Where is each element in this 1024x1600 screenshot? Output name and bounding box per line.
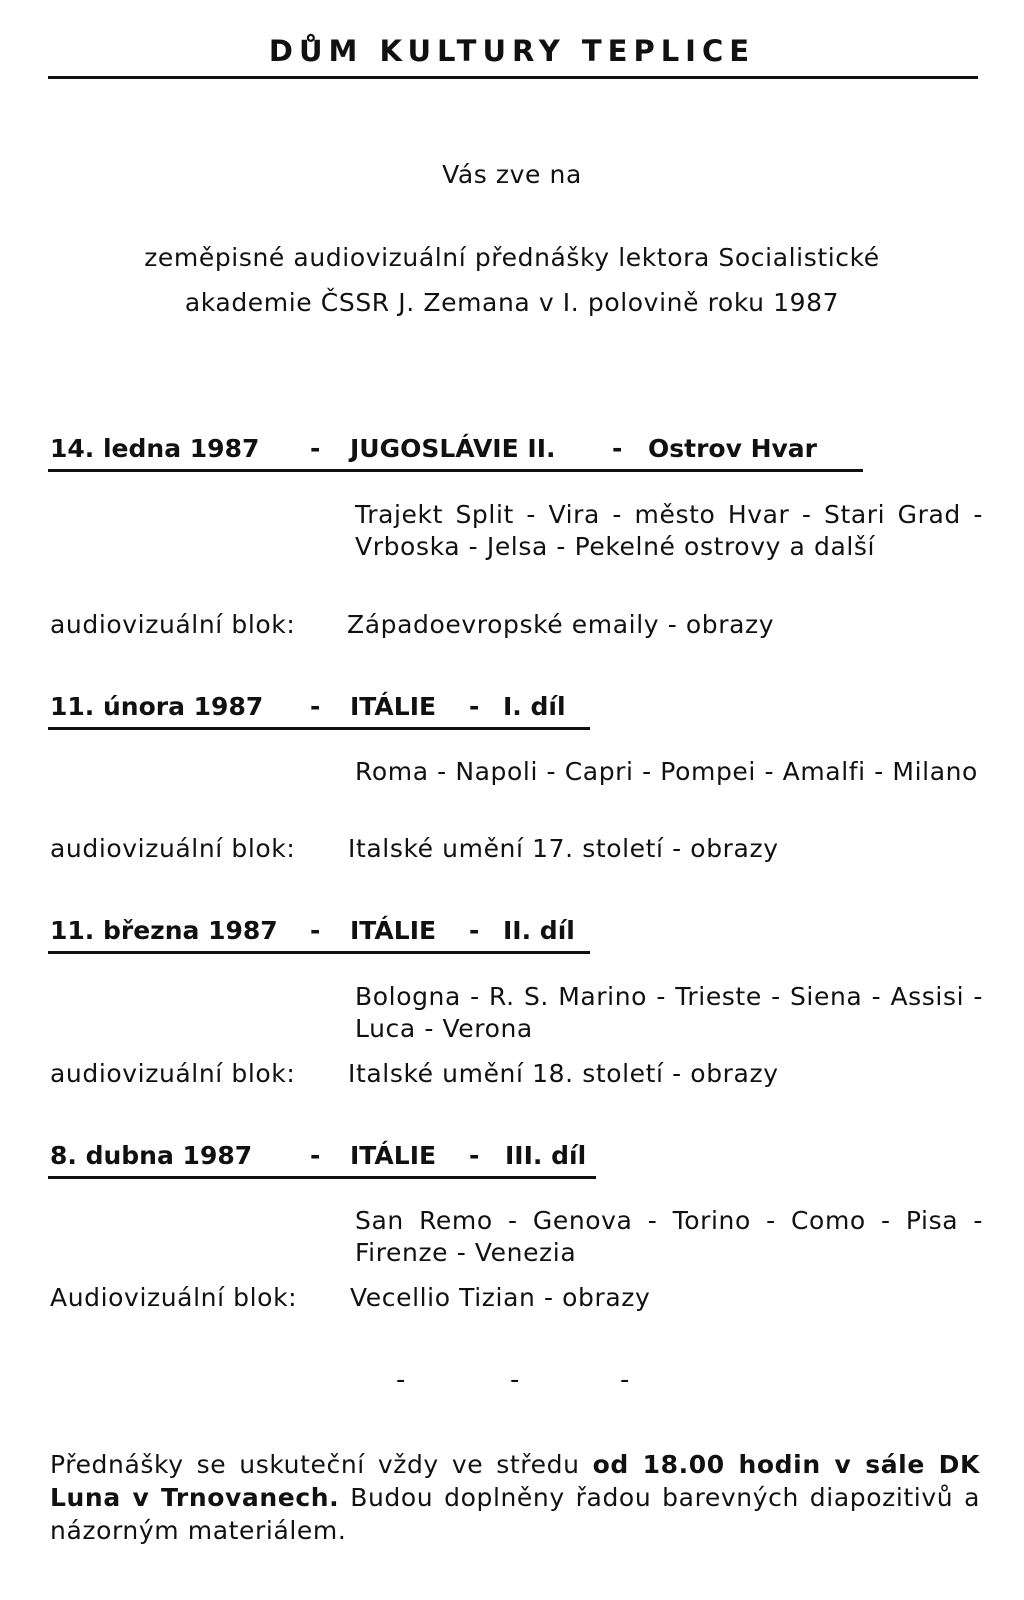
lecture-date: 11. února 1987 (50, 692, 264, 721)
block-text: Vecellio Tizian - obrazy (350, 1283, 651, 1312)
section-underline (48, 951, 590, 954)
lecture-title-dash: - (469, 1141, 480, 1170)
lecture-dash: - (310, 916, 321, 945)
lecture-dash: - (310, 692, 321, 721)
lecture-date: 14. ledna 1987 (50, 434, 260, 463)
lecture-subtitle: III. díl (505, 1141, 587, 1170)
lecture-dash: - (310, 1141, 321, 1170)
intro-line-2: akademie ČSSR J. Zemana v I. polovině roku 1987 (184, 288, 840, 317)
lecture-title: ITÁLIE (350, 916, 437, 945)
lecture-date: 11. března 1987 (50, 916, 278, 945)
lecture-details: Trajekt Split - Vira - město Hvar - Stari Grad - Vrboska - Jelsa - Pekelné ostrovy a další (355, 500, 983, 561)
block-label: audiovizuální blok: (50, 1059, 296, 1088)
footer-text-2: Budou doplněny řadou barevných diapozitivů a názorným materiálem. (50, 1483, 980, 1545)
lecture-subtitle: II. díl (503, 916, 575, 945)
invite-line: Vás zve na (442, 160, 582, 189)
intro-line-1: zeměpisné audiovizuální přednášky lektora Socialistické (144, 243, 880, 272)
lecture-title-dash: - (469, 916, 480, 945)
block-label: Audiovizuální blok: (50, 1283, 298, 1312)
section-underline (48, 1176, 596, 1179)
footer-paragraph (50, 1448, 980, 1547)
separator-dash: - (396, 1365, 406, 1395)
block-label: audiovizuální blok: (50, 610, 296, 639)
section-underline (48, 727, 590, 730)
block-text: Italské umění 18. století - obrazy (348, 1059, 779, 1088)
footer-text-1: Přednášky se uskuteční vždy ve středu (50, 1450, 593, 1479)
lecture-title: ITÁLIE (350, 1141, 437, 1170)
separator-dash: - (620, 1365, 630, 1395)
title-underline (48, 76, 978, 79)
lecture-dash: - (310, 434, 321, 463)
block-label: audiovizuální blok: (50, 834, 296, 863)
lecture-details: Bologna - R. S. Marino - Trieste - Siena - Assisi - Luca - Verona (355, 982, 983, 1043)
lecture-details: San Remo - Genova - Torino - Como - Pisa - Firenze - Venezia (355, 1206, 983, 1267)
lecture-subtitle: I. díl (503, 692, 566, 721)
lecture-title: ITÁLIE (350, 692, 437, 721)
block-text: Západoevropské emaily - obrazy (347, 610, 775, 639)
section-underline (48, 469, 863, 472)
footer-time-place: od 18.00 hodin v sále DK Luna v Trnovanech. (50, 1450, 981, 1512)
document-title: DŮM KULTURY TEPLICE (268, 34, 756, 68)
lecture-title: JUGOSLÁVIE II. (350, 434, 556, 463)
lecture-title-dash: - (612, 434, 623, 463)
separator-dash: - (510, 1365, 520, 1395)
lecture-subtitle: Ostrov Hvar (648, 434, 818, 463)
lecture-date: 8. dubna 1987 (50, 1141, 253, 1170)
block-text: Italské umění 17. století - obrazy (348, 834, 779, 863)
lecture-title-dash: - (469, 692, 480, 721)
lecture-details: Roma - Napoli - Capri - Pompei - Amalfi - Milano (355, 757, 978, 786)
